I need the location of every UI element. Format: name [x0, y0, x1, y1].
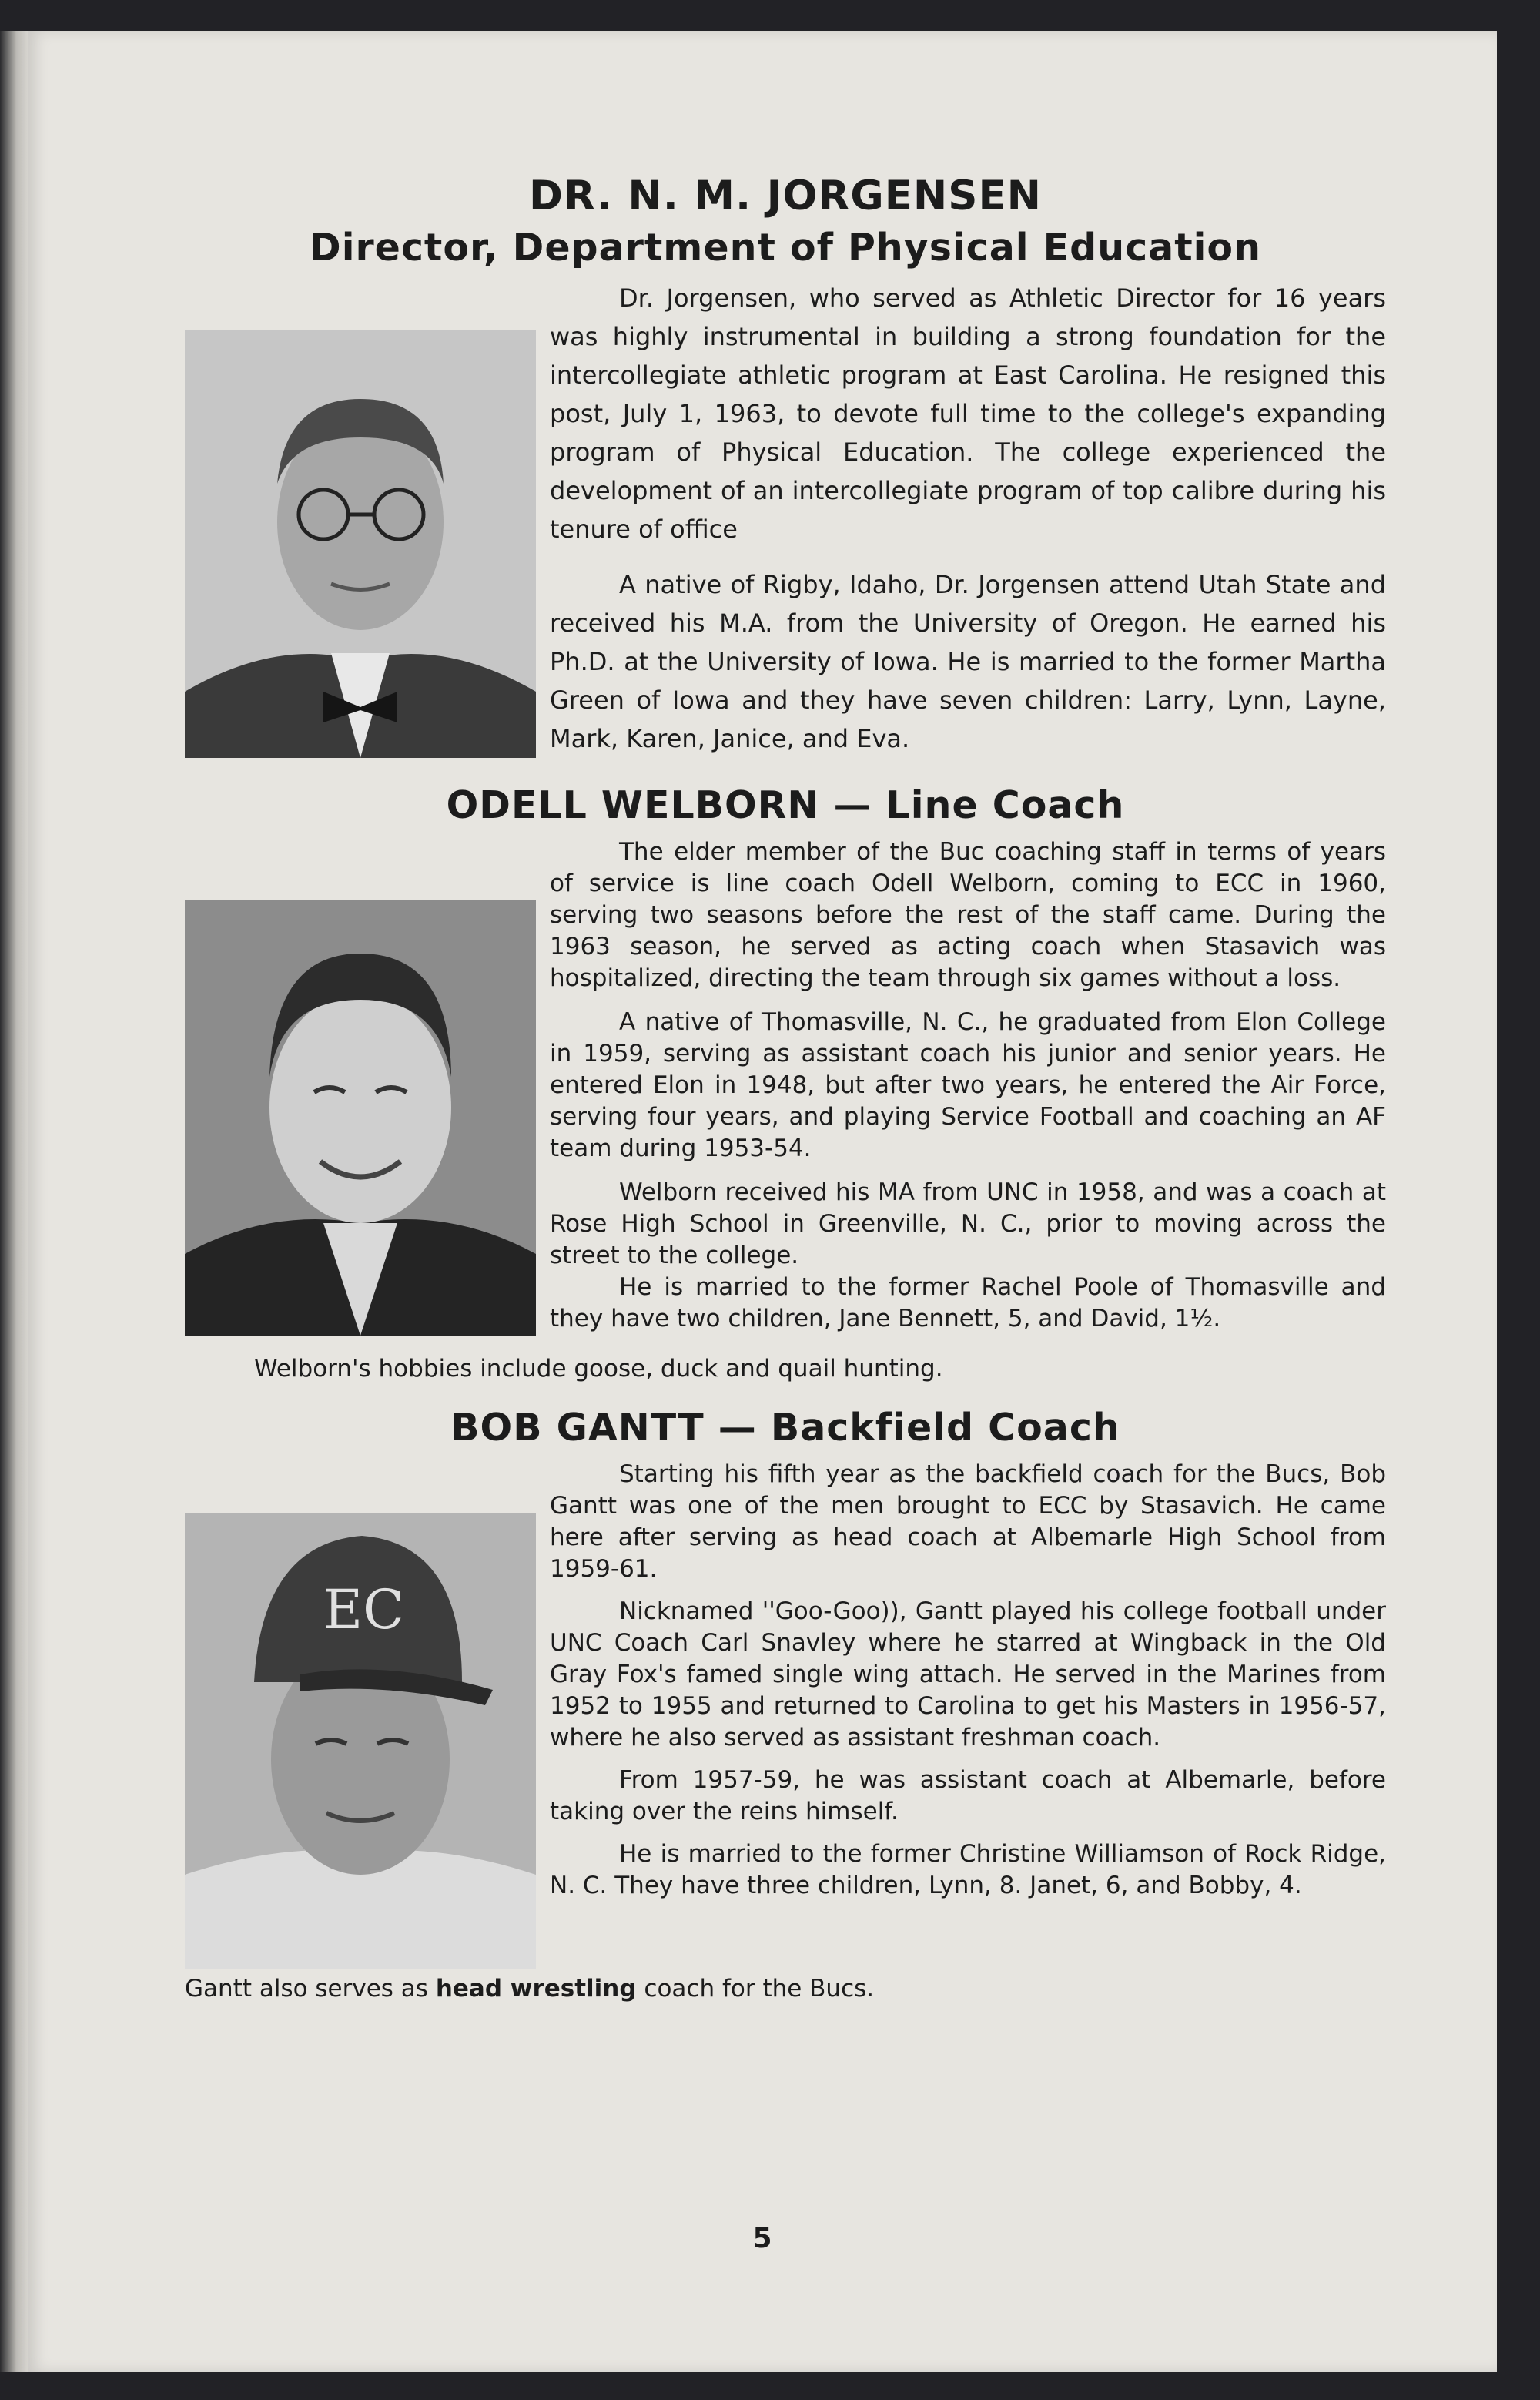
welborn-paragraph-1: The elder member of the Buc coaching staff in terms of years of service is line coach Odell Welborn, coming to ECC in 1960, serving two seasons before the rest of the staff came. During the 1963 season, he served as acting coach when Stasavich was hospitalized, directing the team through six games without a loss. [550, 838, 1386, 992]
welborn-paragraph-4: He is married to the former Rachel Poole of Thomasville and they have two children, Jane Bennett, 5, and David, 1½. [550, 1273, 1386, 1332]
jorgensen-paragraph-2: A native of Rigby, Idaho, Dr. Jorgensen attend Utah State and received his M.A. from the University of Oregon. He earned his Ph.D. at the University of Iowa. He is married to the former Martha Green of Iowa and they have seven children: Larry, Lynn, Layne, Mark, Karen, Janice, and Eva. [550, 570, 1386, 753]
page-content [185, 169, 1386, 2005]
gantt-heading: BOB GANTT — Backfield Coach [450, 1406, 1120, 1450]
page-number: 5 [752, 2223, 772, 2254]
gantt-paragraph-5-bold: head wrestling [435, 1975, 637, 2003]
gantt-paragraph-5-post: coach for the Bucs. [644, 1975, 875, 2003]
welborn-paragraph-3: Welborn received his MA from UNC in 1958, and was a coach at Rose High School in Greenville, N. C., prior to moving across the street to the college. [550, 1178, 1386, 1269]
welborn-section [185, 836, 1386, 1385]
welborn-portrait-photo [185, 900, 536, 1336]
gantt-cap-logo: EC [323, 1578, 404, 1641]
jorgensen-portrait-photo [185, 330, 536, 758]
gantt-paragraph-5-pre: Gantt also serves as [185, 1975, 428, 2003]
book-spine [0, 31, 28, 2372]
gantt-section [185, 1459, 1386, 2005]
jorgensen-portrait-illustration [185, 330, 536, 758]
gantt-portrait-illustration [185, 1513, 536, 1969]
gantt-paragraph-1: Starting his fifth year as the backfield coach for the Bucs, Bob Gantt was one of the men brought to ECC by Stasavich. He came here after serving as head coach at Albemarle High School from 1959-61. [550, 1460, 1386, 1583]
gantt-paragraph-5 [185, 1973, 1386, 2005]
welborn-portrait-illustration [185, 900, 536, 1336]
jorgensen-name-heading: DR. N. M. JORGENSEN [528, 173, 1043, 220]
welborn-heading: ODELL WELBORN — Line Coach [446, 783, 1125, 827]
jorgensen-title-heading: Director, Department of Physical Education [310, 226, 1261, 270]
gantt-paragraph-4: He is married to the former Christine Williamson of Rock Ridge, N. C. They have three children, Lynn, 8. Janet, 6, and Bobby, 4. [550, 1840, 1386, 1899]
jorgensen-section [185, 279, 1386, 763]
gantt-paragraph-3: From 1957-59, he was assistant coach at Albemarle, before taking over the reins himself. [550, 1766, 1386, 1825]
gantt-portrait-photo [185, 1513, 536, 1969]
jorgensen-paragraph-1: Dr. Jorgensen, who served as Athletic Director for 16 years was highly instrumental in building a strong foundation for the intercollegiate athletic program at East Carolina. He resigned this post, July 1, 1963, to devote full time to the college's expanding program of Physical Education. The college experienced the development of an intercollegiate program of top calibre during his tenure of office [550, 283, 1386, 544]
welborn-paragraph-2: A native of Thomasville, N. C., he graduated from Elon College in 1959, serving as assistant coach his junior and senior years. He entered Elon in 1948, but after two years, he entered the Air Force, serving four years, and playing Service Football and coaching an AF team during 1953-54. [550, 1008, 1386, 1162]
booklet-page [28, 31, 1497, 2372]
gantt-paragraph-2: Nicknamed ''Goo-Goo)), Gantt played his college football under UNC Coach Carl Snavley where he starred at Wingback in the Old Gray Fox's famed single wing attach. He served in the Marines from 1952 to 1955 and returned to Carolina to get his Masters in 1956-57, where he also served as assistant freshman coach. [550, 1597, 1386, 1751]
welborn-paragraph-5: Welborn's hobbies include goose, duck and quail hunting. [254, 1355, 943, 1383]
